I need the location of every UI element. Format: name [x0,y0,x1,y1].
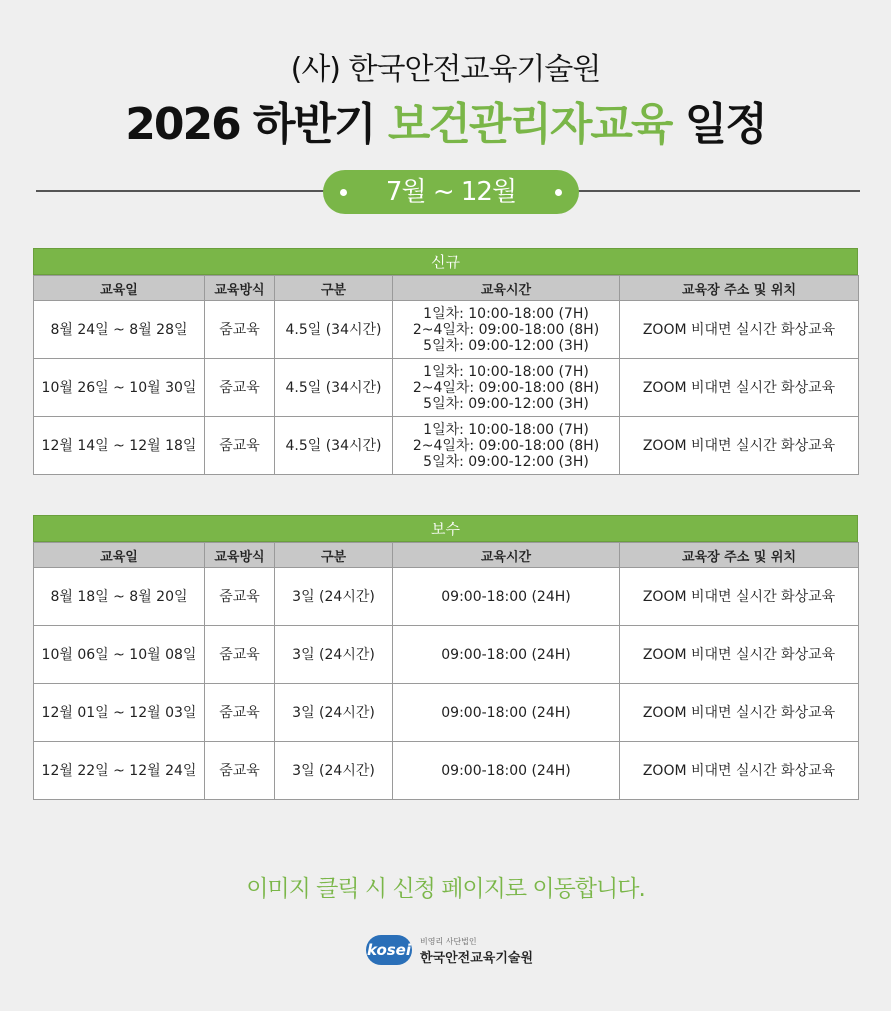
time-cell [393,301,620,359]
column-header: 교육시간 [393,543,620,568]
date-cell: 8월 18일 ~ 8월 20일 [34,568,205,626]
table-row[interactable] [34,684,859,742]
date-cell: 8월 24일 ~ 8월 28일 [34,301,205,359]
refresher-course-table[interactable] [33,542,859,800]
table-row[interactable] [34,742,859,800]
method-cell: 줌교육 [205,417,275,475]
date-cell: 10월 06일 ~ 10월 08일 [34,626,205,684]
place-cell: ZOOM 비대면 실시간 화상교육 [620,417,859,475]
column-header: 교육장 주소 및 위치 [620,276,859,301]
dot-icon [340,189,347,196]
method-cell: 줌교육 [205,359,275,417]
time-cell: 09:00-18:00 (24H) [393,684,620,742]
table-row[interactable] [34,417,859,475]
new-course-section [33,248,858,475]
method-cell: 줌교육 [205,684,275,742]
type-cell: 4.5일 (34시간) [275,301,393,359]
type-cell: 4.5일 (34시간) [275,417,393,475]
time-cell [393,359,620,417]
table-row[interactable] [34,568,859,626]
type-cell: 4.5일 (34시간) [275,359,393,417]
period-label: 7월 ~ 12월 [385,177,517,207]
column-header: 구분 [275,276,393,301]
title-prefix: 2026 하반기 [125,99,388,150]
column-header: 교육시간 [393,276,620,301]
type-cell: 3일 (24시간) [275,684,393,742]
column-header: 교육방식 [205,276,275,301]
time-line: 1일차: 10:00-18:00 (7H) [423,363,589,380]
column-header: 교육장 주소 및 위치 [620,543,859,568]
time-cell: 09:00-18:00 (24H) [393,568,620,626]
table-row[interactable] [34,359,859,417]
title-suffix: 일정 [671,99,766,150]
divider-right [576,190,860,192]
table-header-row [34,543,859,568]
date-cell: 10월 26일 ~ 10월 30일 [34,359,205,417]
date-cell: 12월 22일 ~ 12월 24일 [34,742,205,800]
kosei-logo-icon: kosei [366,935,412,965]
place-cell: ZOOM 비대면 실시간 화상교육 [620,684,859,742]
method-cell: 줌교육 [205,742,275,800]
time-cell: 09:00-18:00 (24H) [393,742,620,800]
column-header: 교육일 [34,543,205,568]
time-line: 1일차: 10:00-18:00 (7H) [423,305,589,322]
time-line: 2~4일차: 09:00-18:00 (8H) [412,437,600,454]
divider-left [36,190,326,192]
place-cell: ZOOM 비대면 실시간 화상교육 [620,568,859,626]
refresher-course-section [33,515,858,800]
type-cell: 3일 (24시간) [275,626,393,684]
column-header: 교육방식 [205,543,275,568]
time-line: 5일차: 09:00-12:00 (3H) [423,453,589,470]
section-header-refresher: 보수 [33,515,858,542]
new-course-table[interactable] [33,275,859,475]
subtitle: (사) 한국안전교육기술원 [290,52,601,87]
time-line: 2~4일차: 09:00-18:00 (8H) [412,379,600,396]
dot-icon [555,189,562,196]
method-cell: 줌교육 [205,301,275,359]
apply-link[interactable]: 이미지 클릭 시 신청 페이지로 이동합니다. [246,876,645,902]
place-cell: ZOOM 비대면 실시간 화상교육 [620,626,859,684]
time-cell [393,417,620,475]
section-header-new: 신규 [33,248,858,275]
column-header: 구분 [275,543,393,568]
time-cell: 09:00-18:00 (24H) [393,626,620,684]
table-header-row [34,276,859,301]
place-cell: ZOOM 비대면 실시간 화상교육 [620,301,859,359]
method-cell: 줌교육 [205,626,275,684]
column-header: 교육일 [34,276,205,301]
time-line: 5일차: 09:00-12:00 (3H) [423,337,589,354]
type-cell: 3일 (24시간) [275,742,393,800]
table-row[interactable] [34,626,859,684]
date-cell: 12월 01일 ~ 12월 03일 [34,684,205,742]
time-line: 5일차: 09:00-12:00 (3H) [423,395,589,412]
title-highlight: 보건관리자교육 [387,99,672,150]
page-title [0,88,891,152]
logo-tagline: 비영리 사단법인 [420,937,477,946]
logo-name: 한국안전교육기술원 [420,951,534,966]
time-line: 2~4일차: 09:00-18:00 (8H) [412,321,600,338]
date-cell: 12월 14일 ~ 12월 18일 [34,417,205,475]
place-cell: ZOOM 비대면 실시간 화상교육 [620,359,859,417]
method-cell: 줌교육 [205,568,275,626]
period-badge [323,170,579,214]
place-cell: ZOOM 비대면 실시간 화상교육 [620,742,859,800]
time-line: 1일차: 10:00-18:00 (7H) [423,421,589,438]
table-row[interactable] [34,301,859,359]
type-cell: 3일 (24시간) [275,568,393,626]
